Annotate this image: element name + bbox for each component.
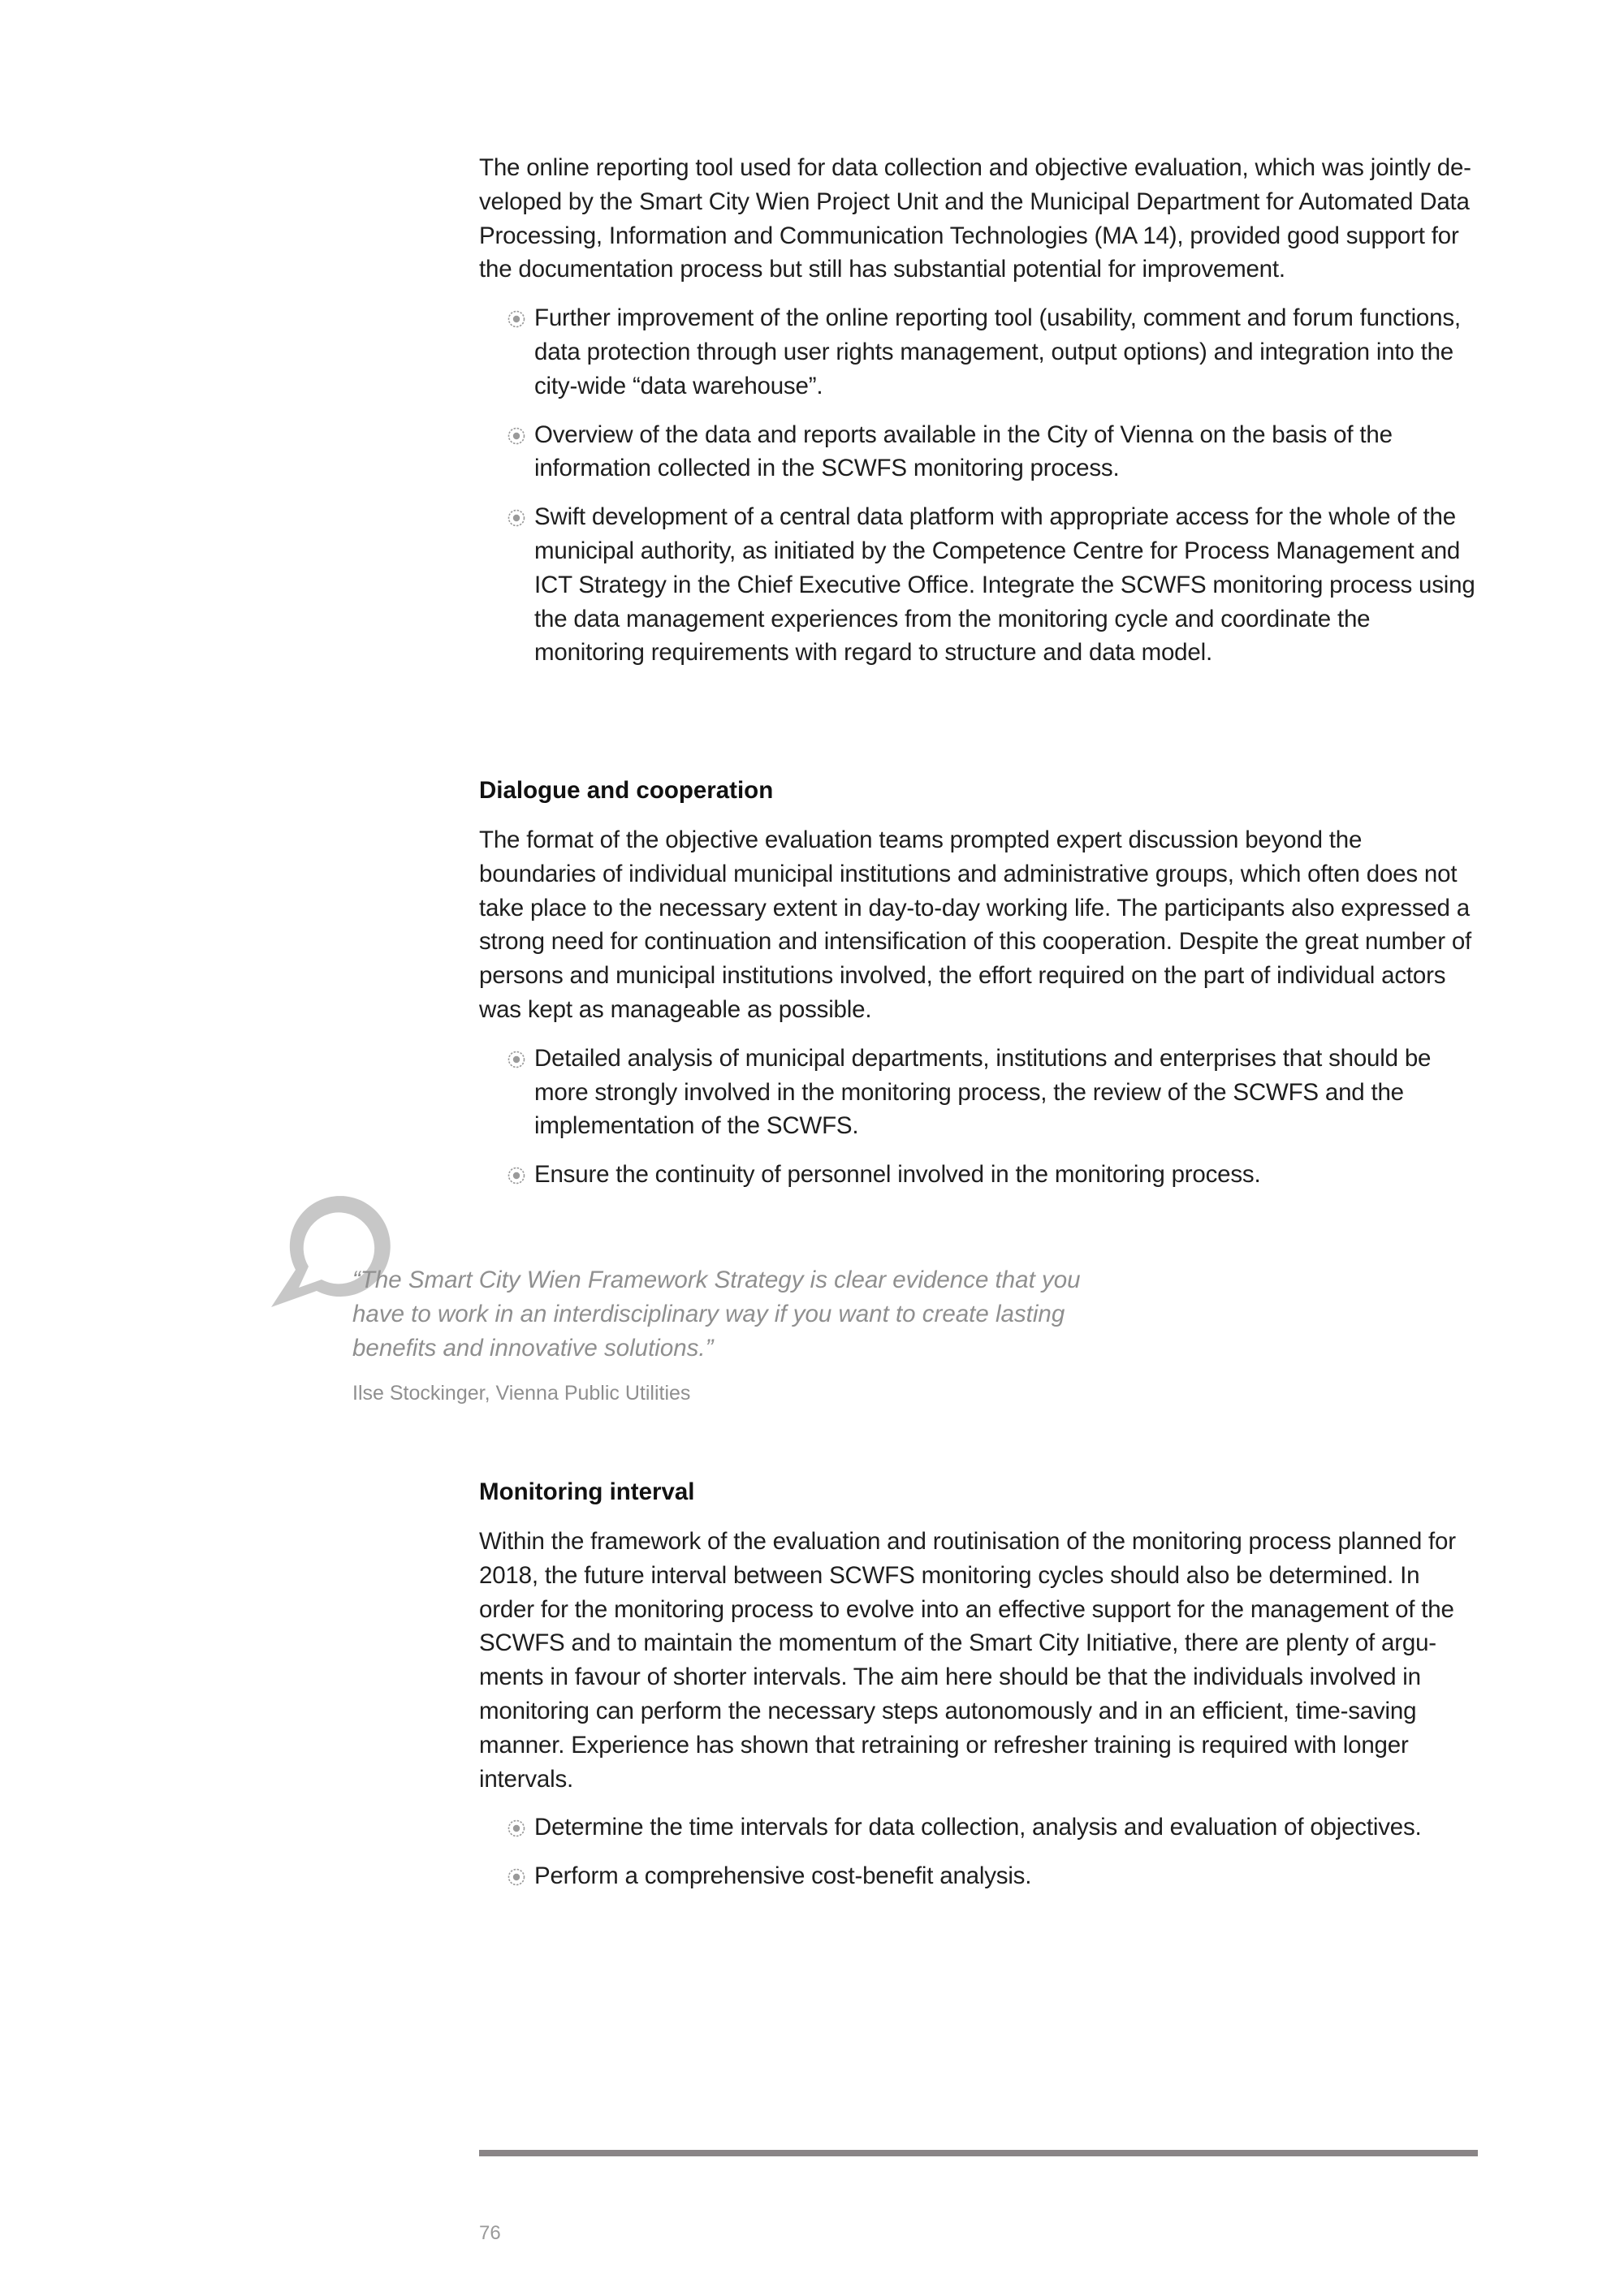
intro-paragraph: The online reporting tool used for data collection and objective evaluation, which was jointly developed by the Smart City Wien Project Unit and the Municipal Department for Automated Data Processing, Information and Communication Technologies (MA 14), provided good support for the documentation process but still has substantial potential for improvement.	[479, 154, 1471, 283]
section-heading-monitoring: Monitoring interval	[479, 1478, 695, 1505]
intro-bullet-list	[479, 301, 1478, 670]
quote-text: “The Smart City Wien Framework Strategy is clear evidence that you have to work in an interdisciplinary way if you want to create lasting benefits and innovative solutions.”	[352, 1267, 1081, 1362]
list-item	[479, 418, 1478, 486]
monitoring-section	[479, 1476, 1478, 1893]
bullet-text: Ensure the continuity of personnel involved in the monitoring process.	[534, 1161, 1261, 1189]
bullet-icon	[507, 1819, 526, 1838]
monitoring-paragraph: Within the framework of the evaluation and routinisation of the monitoring process planned for 2018, the future interval between SCWFS monitoring cycles should also be determined. In order for the monitoring process to evolve into an effective support for the management of the SCWFS and to maintain the momentum of the Smart City Initiative, there are plenty of arguments in favour of shorter intervals. The aim here should be that the individuals involved in monitoring can perform the necessary steps autonomously and in an efficient, time-saving manner. Experience has shown that retraining or refresher training is required with longer intervals.	[479, 1528, 1456, 1793]
bullet-icon	[507, 309, 526, 329]
page-number: 76	[479, 2222, 501, 2244]
bullet-text: Further improvement of the online reporting tool (usability, comment and forum functions, data protection through user rights management, output options) and integration into the city-wide “data warehouse”.	[534, 304, 1461, 399]
list-item	[479, 1042, 1478, 1143]
bullet-text: Determine the time intervals for data collection, analysis and evaluation of objectives.	[534, 1814, 1422, 1841]
dialogue-paragraph: The format of the objective evaluation teams prompted expert discussion beyond the boundaries of individual municipal institutions and administrative groups, which often does not take place to the necessary extent in day-to-day working life. The participants also expressed a strong need for continuation and intensification of this cooperation. Despite the great number of persons and municipal institutions involved, the effort required on the part of individual actors was kept as manageable as possible.	[479, 826, 1472, 1023]
bullet-icon	[507, 1166, 526, 1185]
bullet-text: Overview of the data and reports available in the City of Vienna on the basis of the information collected in the SCWFS monitoring process.	[534, 421, 1393, 482]
quote-source: Ilse Stockinger, Vienna Public Utilities	[352, 1382, 691, 1405]
intro-section	[479, 151, 1478, 670]
section-heading-dialogue: Dialogue and cooperation	[479, 777, 774, 804]
list-item	[479, 1859, 1478, 1893]
bullet-text: Swift development of a central data platform with appropriate access for the whole of the municipal authority, as initiated by the Competence Centre for Process Management and ICT Strategy in the Chief Executive Office. Integrate the SCWFS monitoring process using the data management experiences from the monitoring cycle and coordinate the monitoring requirements with regard to structure and data model.	[534, 503, 1475, 667]
dialogue-section	[479, 775, 1478, 1192]
monitoring-bullet-list	[479, 1810, 1478, 1893]
bullet-text: Perform a comprehensive cost-benefit analysis.	[534, 1862, 1032, 1890]
list-item	[479, 301, 1478, 403]
dialogue-bullet-list	[479, 1042, 1478, 1192]
bullet-icon	[507, 1867, 526, 1887]
bullet-icon	[507, 1050, 526, 1069]
footer-rule	[479, 2150, 1478, 2156]
pull-quote	[268, 1185, 1080, 1421]
bullet-icon	[507, 508, 526, 528]
list-item	[479, 500, 1478, 670]
bullet-icon	[507, 426, 526, 446]
list-item	[479, 1810, 1478, 1845]
bullet-text: Detailed analysis of municipal departments, institutions and enterprises that should be more strongly involved in the monitoring process, the review of the SCWFS and the implementation of the SCWFS.	[534, 1044, 1432, 1140]
